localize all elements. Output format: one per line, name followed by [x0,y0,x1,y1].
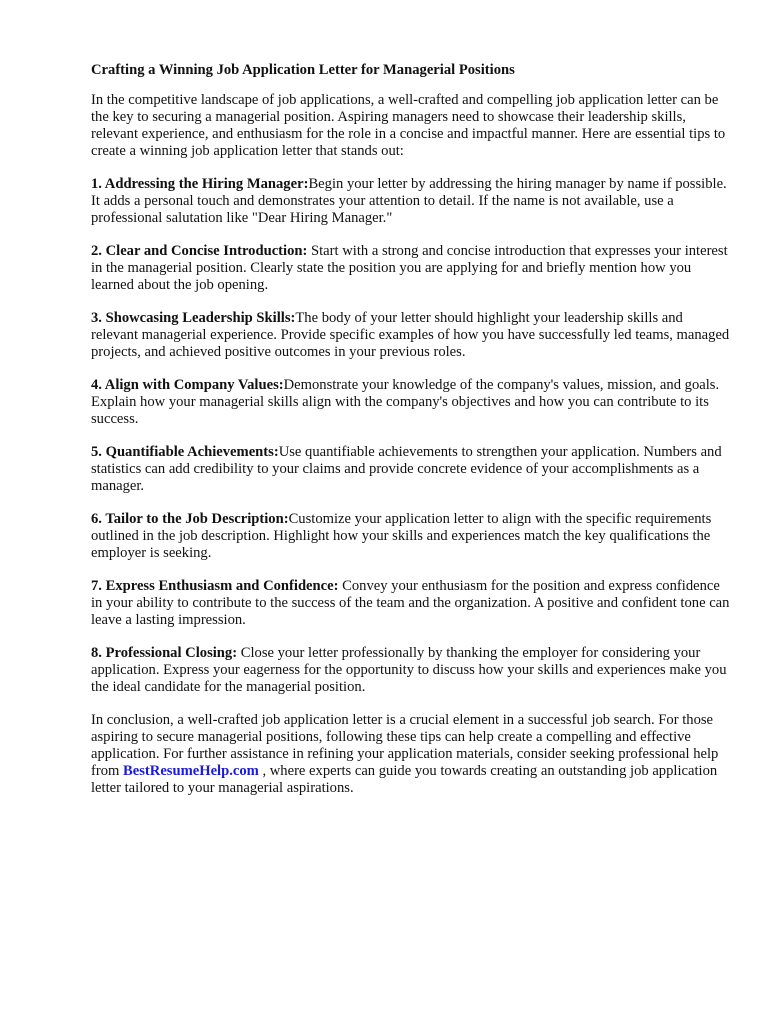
tip-5-heading: 5. Quantifiable Achievements: [91,444,279,460]
tip-3 [91,310,731,361]
tip-6-heading: 6. Tailor to the Job Description: [91,511,289,527]
tip-7-heading: 7. Express Enthusiasm and Confidence: [91,578,339,594]
tip-2 [91,243,731,294]
tip-8-heading: 8. Professional Closing: [91,645,238,661]
intro-paragraph: In the competitive landscape of job applications, a well-crafted and compelling job application letter can be the key to securing a managerial position. Aspiring managers need to showcase their leadership skills, relevant experience, and enthusiasm for the role in a concise and impactful manner. Here are essential tips to create a winning job application letter that stands out: [91,92,726,159]
tip-5 [91,444,731,495]
tip-7-body: Convey your enthusiasm for the position and express confidence in your ability to contribute to the success of the team and the organization. A positive and confident tone can leave a lasting impression. [91,578,730,628]
conclusion-text-after-link: , where experts can guide you towards creating an outstanding job application letter tailored to your managerial aspirations. [91,763,718,796]
tip-1 [91,176,731,227]
tip-4 [91,377,731,428]
tip-2-body: Start with a strong and concise introduction that expresses your interest in the managerial position. Clearly state the position you are applying for and briefly mention how you learned about the job opening. [91,243,728,293]
tip-1-heading: 1. Addressing the Hiring Manager: [91,176,309,192]
tip-5-body: Use quantifiable achievements to strengthen your application. Numbers and statistics can add credibility to your claims and provide concrete evidence of your accomplishments as a manager. [91,444,722,494]
tip-4-body: Demonstrate your knowledge of the company's values, mission, and goals. Explain how your managerial skills align with the company's objectives and how you can contribute to its success. [91,377,720,427]
tip-8 [91,645,731,696]
tip-1-body: Begin your letter by addressing the hiring manager by name if possible. It adds a personal touch and demonstrates your attention to detail. If the name is not available, use a professional salutation like "Dear Hiring Manager." [91,176,727,226]
tip-2-heading: 2. Clear and Concise Introduction: [91,243,308,259]
conclusion-paragraph [91,712,731,797]
tip-3-heading: 3. Showcasing Leadership Skills: [91,310,296,326]
tip-4-heading: 4. Align with Company Values: [91,377,284,393]
document-title: Crafting a Winning Job Application Letter for Managerial Positions [91,62,515,78]
bestresumehelp-link[interactable]: BestResumeHelp.com [123,763,259,779]
tip-7 [91,578,731,629]
tip-6 [91,511,731,562]
document-page [91,62,731,813]
tip-3-body: The body of your letter should highlight your leadership skills and relevant managerial experience. Provide specific examples of how you have successfully led teams, managed projects, and achieved positive outcomes in your previous roles. [91,310,730,360]
conclusion-text-before-link: In conclusion, a well-crafted job application letter is a crucial element in a successful job search. For those aspiring to secure managerial positions, following these tips can help create a compelling and effective application. For further assistance in refining your application materials, consider seeking professional help from [91,712,719,779]
tip-6-body: Customize your application letter to align with the specific requirements outlined in the job description. Highlight how your skills and experiences match the key qualifications the employer is seeking. [91,511,712,561]
tip-8-body: Close your letter professionally by thanking the employer for considering your application. Express your eagerness for the opportunity to discuss how your skills and experiences make you the ideal candidate for the managerial position. [91,645,727,695]
